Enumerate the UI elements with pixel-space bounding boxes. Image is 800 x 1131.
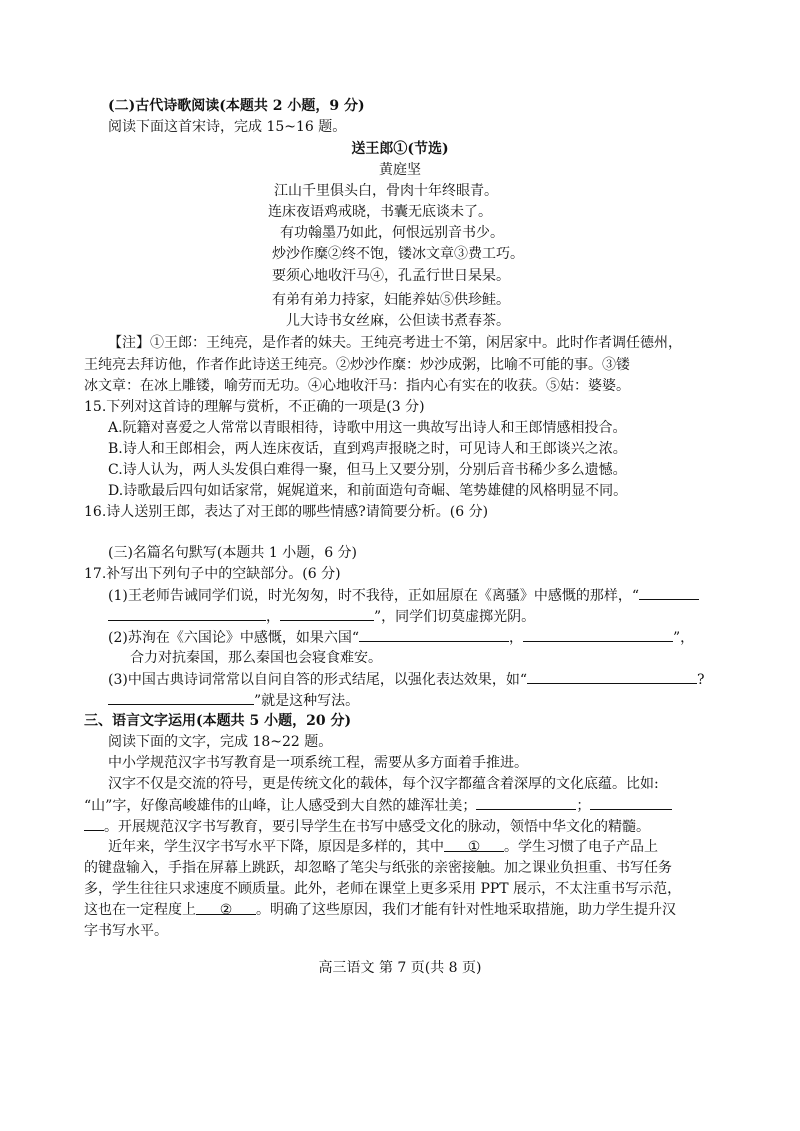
passage-text: 。明确了这些原因，我们才能有针对性地采取措施，助力学生提升汉 [256, 902, 676, 918]
answer-blank[interactable] [527, 669, 697, 684]
passage-text: “山”字，好像高峻雄伟的山峰，让人感受到大自然的雄浑壮美； [84, 798, 477, 814]
page-footer: 高三语文 第 7 页(共 8 页) [318, 960, 482, 976]
passage-line [84, 816, 650, 837]
poem-line: 有功翰墨乃如此，何恨远别音书少。 [280, 225, 504, 241]
answer-blank[interactable] [639, 585, 699, 600]
section-heading-recitation: (三)名篇名句默写(本题共 1 小题，6 分) [108, 545, 358, 561]
passage-text: 。学生习惯了电子产品上 [504, 839, 658, 855]
poem-notes-line: 王纯亮去拜访他，作者作此诗送王纯亮。②炒沙作糜：炒沙成粥，比喻不可能的事。③镂 [84, 357, 630, 373]
poem-line: 有弟有弟力持家，妇能养姑⑤供珍鲑。 [272, 292, 510, 308]
punctuation: ”， [673, 630, 695, 646]
question-17-item-3-cont [108, 690, 359, 711]
answer-blank[interactable] [280, 606, 374, 621]
punctuation: ； [576, 798, 591, 814]
passage-line [84, 795, 672, 816]
answer-blank[interactable] [84, 816, 104, 831]
punctuation: ? [697, 672, 705, 688]
passage-line [108, 837, 658, 857]
poem-line: 要须心地收汗马④，孔孟行世日杲杲。 [272, 268, 510, 284]
poem-line: 连床夜语鸡戒晓，书囊无底谈未了。 [268, 204, 492, 220]
question-17-item-2 [108, 627, 694, 648]
question-17-item-2-text: (2)苏洵在《六国论》中感慨，如果六国“ [108, 630, 359, 646]
question-17-item-3 [108, 669, 705, 690]
punctuation: ， [509, 630, 523, 646]
question-17-stem: 17.补写出下列句子中的空缺部分。(6 分) [84, 566, 341, 582]
question-17-item-2-tail: 合力对抗秦国，那么秦国也会寝食难安。 [130, 650, 382, 666]
answer-blank-2[interactable]: ② [196, 900, 256, 915]
poem-line: 炒沙作糜②终不饱，镂冰文章③费工巧。 [272, 246, 524, 262]
answer-blank[interactable] [108, 690, 254, 705]
poem-author: 黄庭坚 [379, 162, 421, 178]
question-15-option-c: C.诗人认为，两人头发俱白难得一聚，但马上又要分别，分别后音书稀少多么遗憾。 [108, 462, 627, 478]
answer-blank[interactable] [359, 627, 509, 642]
answer-blank-1[interactable]: ① [444, 837, 504, 852]
passage-line: 的键盘输入，手指在屏幕上跳跃，却忽略了笔尖与纸张的亲密接触。加之课业负担重、书写任务 [84, 860, 672, 876]
poem-notes-line: 冰文章：在冰上雕镂，喻劳而无功。④心地收汗马：指内心有实在的收获。⑤姑：婆婆。 [84, 378, 630, 394]
passage-paragraph: 汉字不仅是交流的符号，更是传统文化的载体，每个汉字都蕴含着深厚的文化底蕴。比如: [108, 776, 659, 792]
answer-blank[interactable] [476, 795, 576, 810]
section-intro-poetry: 阅读下面这首宋诗，完成 15~16 题。 [108, 119, 347, 135]
punctuation: ， [266, 609, 280, 625]
answer-blank[interactable] [590, 795, 672, 810]
question-15-stem: 15.下列对这首诗的理解与赏析，不正确的一项是(3 分) [84, 399, 425, 415]
passage-text: 。开展规范汉字书写教育，要引导学生在书写中感受文化的脉动，领悟中华文化的精髓。 [104, 819, 650, 835]
question-16-stem: 16.诗人送别王郎，表达了对王郎的哪些情感?请简要分析。(6 分) [84, 504, 489, 520]
passage-line [84, 900, 676, 920]
answer-blank[interactable] [523, 627, 673, 642]
answer-blank[interactable] [108, 606, 266, 621]
question-15-option-d: D.诗歌最后四句如话家常，娓娓道来，和前面造句奇崛、笔势雄健的风格明显不同。 [108, 483, 628, 499]
question-17-item-3-tail: ”就是这种写法。 [254, 693, 360, 709]
passage-text: 近年来，学生汉字书写水平下降，原因是多样的，其中 [108, 839, 444, 855]
section-heading-poetry: (二)古代诗歌阅读(本题共 2 小题，9 分) [108, 98, 365, 114]
poem-title: 送王郎①(节选) [351, 141, 449, 157]
passage-text: 这也在一定程度上 [84, 902, 196, 918]
question-15-option-b: B.诗人和王郎相会，两人连床夜话，直到鸡声报晓之时，可见诗人和王郎谈兴之浓。 [108, 441, 627, 457]
passage-line: 多，学生往往只求速度不顾质量。此外，老师在课堂上更多采用 PPT 展示，不太注重书写示范， [84, 881, 682, 897]
poem-line: 江山千里俱头白，骨肉十年终眼青。 [274, 183, 498, 199]
part-heading-language-use: 三、语言文字运用(本题共 5 小题，20 分) [84, 713, 352, 729]
poem-notes-line: 【注】①王郎：王纯亮，是作者的妹夫。王纯亮考进士不第，闲居家中。此时作者调任德州， [108, 335, 682, 351]
question-17-item-3-text: (3)中国古典诗词常常以自问自答的形式结尾，以强化表达效果，如“ [108, 672, 527, 688]
question-17-item-1 [108, 585, 699, 606]
passage-line: 字书写水平。 [84, 923, 168, 939]
question-17-item-1-cont [108, 606, 535, 627]
part-intro-language-use: 阅读下面的文字，完成 18~22 题。 [108, 734, 333, 750]
passage-paragraph: 中小学规范汉字书写教育是一项系统工程，需要从多方面着手推进。 [108, 755, 528, 771]
question-15-option-a: A.阮籍对喜爱之人常常以青眼相待，诗歌中用这一典故写出诗人和王郎情感相投合。 [108, 420, 627, 436]
question-17-item-1-tail: ”，同学们切莫虚掷光阴。 [374, 609, 536, 625]
poem-line: 儿大诗书女丝麻，公但读书煮春茶。 [286, 313, 510, 329]
question-17-item-1-text: (1)王老师告诫同学们说，时光匆匆，时不我待，正如屈原在《离骚》中感慨的那样，“ [108, 588, 639, 604]
